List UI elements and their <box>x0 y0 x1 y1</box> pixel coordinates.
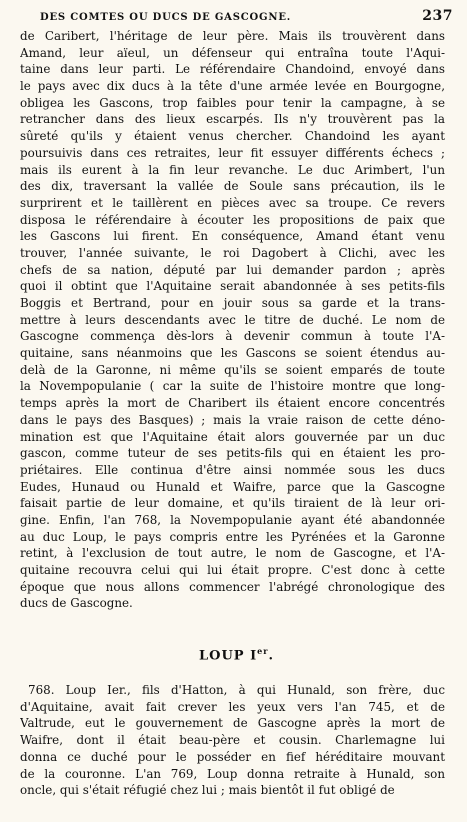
text-line: surprirent et le taillèrent en pièces avec sa troupe. Ce revers <box>20 195 445 210</box>
text-line: gine. Enfin, l'an 768, la Novempopulanie ayant été abandonnée <box>20 512 445 527</box>
text-line: la Novempopulanie ( car la suite de l'histoire montre que long- <box>20 379 445 394</box>
text-line: temps après la mort de Charibert ils étaient encore concentrés <box>20 396 445 411</box>
text-line: époque que nous allons commencer l'abrégé chronologique des <box>20 579 445 594</box>
text-line: Boggis et Bertrand, pour en jouir sous sa garde et la trans- <box>20 296 445 310</box>
text-line: taine dans leur parti. Le référendaire Chandoind, envoyé dans <box>20 62 445 77</box>
text-line: Gascogne commença dès-lors à devenir commun à toute l'A- <box>20 329 445 344</box>
text-line: disposa le référendaire à écouter les propositions de paix que <box>20 212 445 227</box>
text-line: priétaires. Elle continua d'être ainsi nommée sous les ducs <box>20 462 445 477</box>
text-line: chefs de sa nation, député par lui demander pardon ; après <box>20 262 445 277</box>
text-line: sûreté qu'ils y étaient venus chercher. Chandoind les ayant <box>20 129 445 144</box>
text-line: obligea les Gascons, trop faibles pour tenir la campagne, à se <box>20 95 445 110</box>
running-head: DES COMTES OU DUCS DE GASCOGNE. <box>40 12 292 23</box>
text-line: 768. Loup Ier., fils d'Hatton, à qui Hunald, son frère, duc <box>28 683 445 698</box>
section-heading-superscript: er <box>257 646 269 657</box>
text-line: delà de la Garonne, ni même qu'ils se soient emparés de toute <box>20 362 445 377</box>
text-line: de Caribert, l'héritage de leur père. Mais ils trouvèrent dans <box>20 29 445 43</box>
text-line: retrancher dans des lieux escarpés. Ils n'y trouvèrent pas la <box>20 112 445 127</box>
text-line: quitaine, sans néanmoins que les Gascons se soient étendus au- <box>20 346 445 361</box>
paragraph-history <box>20 28 445 612</box>
text-line: Waifre, dont il était beau-père et cousin. Charlemagne lui <box>20 733 445 748</box>
text-line: donna ce duché pour le posséder en fief héréditaire mouvant <box>20 749 445 764</box>
text-line: ducs de Gascogne. <box>20 596 133 611</box>
text-line: d'Aquitaine, avait fait crever les yeux vers l'an 745, et de <box>20 699 445 714</box>
section-heading-suffix: . <box>268 648 275 664</box>
text-line: mais ils eurent à la fin leur revanche. Le duc Arimbert, l'un <box>20 162 445 177</box>
text-line: faisait partie de leur domaine, et qu'ils tiraient de là leur ori- <box>20 496 445 511</box>
page-number: 237 <box>422 8 453 24</box>
text-line: mettre à leurs descendants avec le titre de duché. Le nom de <box>20 312 445 327</box>
section-heading-name: LOUP I <box>198 648 258 664</box>
text-line: les Gascons lui firent. En conséquence, Amand étant venu <box>20 229 445 244</box>
text-line: des dix, traversant la vallée de Soule sans précaution, ils le <box>20 179 445 194</box>
text-line: mination est que l'Aquitaine était alors gouvernée par un duc <box>20 429 445 444</box>
page-header <box>40 8 453 24</box>
text-line: au duc Loup, le pays compris entre les Pyrénées et la Garonne <box>20 529 445 544</box>
text-line: trouver, l'année suivante, le roi Dagobert à Clichi, avec les <box>20 245 445 260</box>
text-line: quitaine recouvra celui qui lui était propre. C'est donc à cette <box>20 563 445 577</box>
text-line: Amand, leur aïeul, un défenseur qui entraîna toute l'Aqui- <box>20 45 445 60</box>
section-heading <box>20 628 453 674</box>
text-line: Eudes, Hunaud ou Hunald et Waifre, parce que la Gascogne <box>20 479 445 494</box>
text-line: oncle, qui s'était réfugié chez lui ; mais bientôt il fut obligé de <box>20 783 395 798</box>
text-line: poursuivis dans ces retraites, leur fit essuyer différents échecs ; <box>20 145 445 160</box>
text-line: dans le pays des Basques) ; mais la vraie raison de cette déno- <box>20 412 445 427</box>
paragraph-loup-entry <box>20 682 445 799</box>
text-line: quoi il obtint que l'Aquitaine serait abandonnée à ses petits-fils <box>20 279 445 294</box>
text-line: de la couronne. L'an 769, Loup donna retraite à Hunald, son <box>20 766 445 781</box>
text-line: le pays avec dix ducs à la tête d'une armée levée en Bourgogne, <box>20 79 445 94</box>
text-line: gascon, comme tuteur de ses petits-fils qui en étaient les pro- <box>20 446 445 461</box>
text-line: Valtrude, eut le gouvernement de Gascogne après la mort de <box>20 716 445 731</box>
text-line: retint, à l'exclusion de tout autre, le nom de Gascogne, et l'A- <box>20 546 445 561</box>
